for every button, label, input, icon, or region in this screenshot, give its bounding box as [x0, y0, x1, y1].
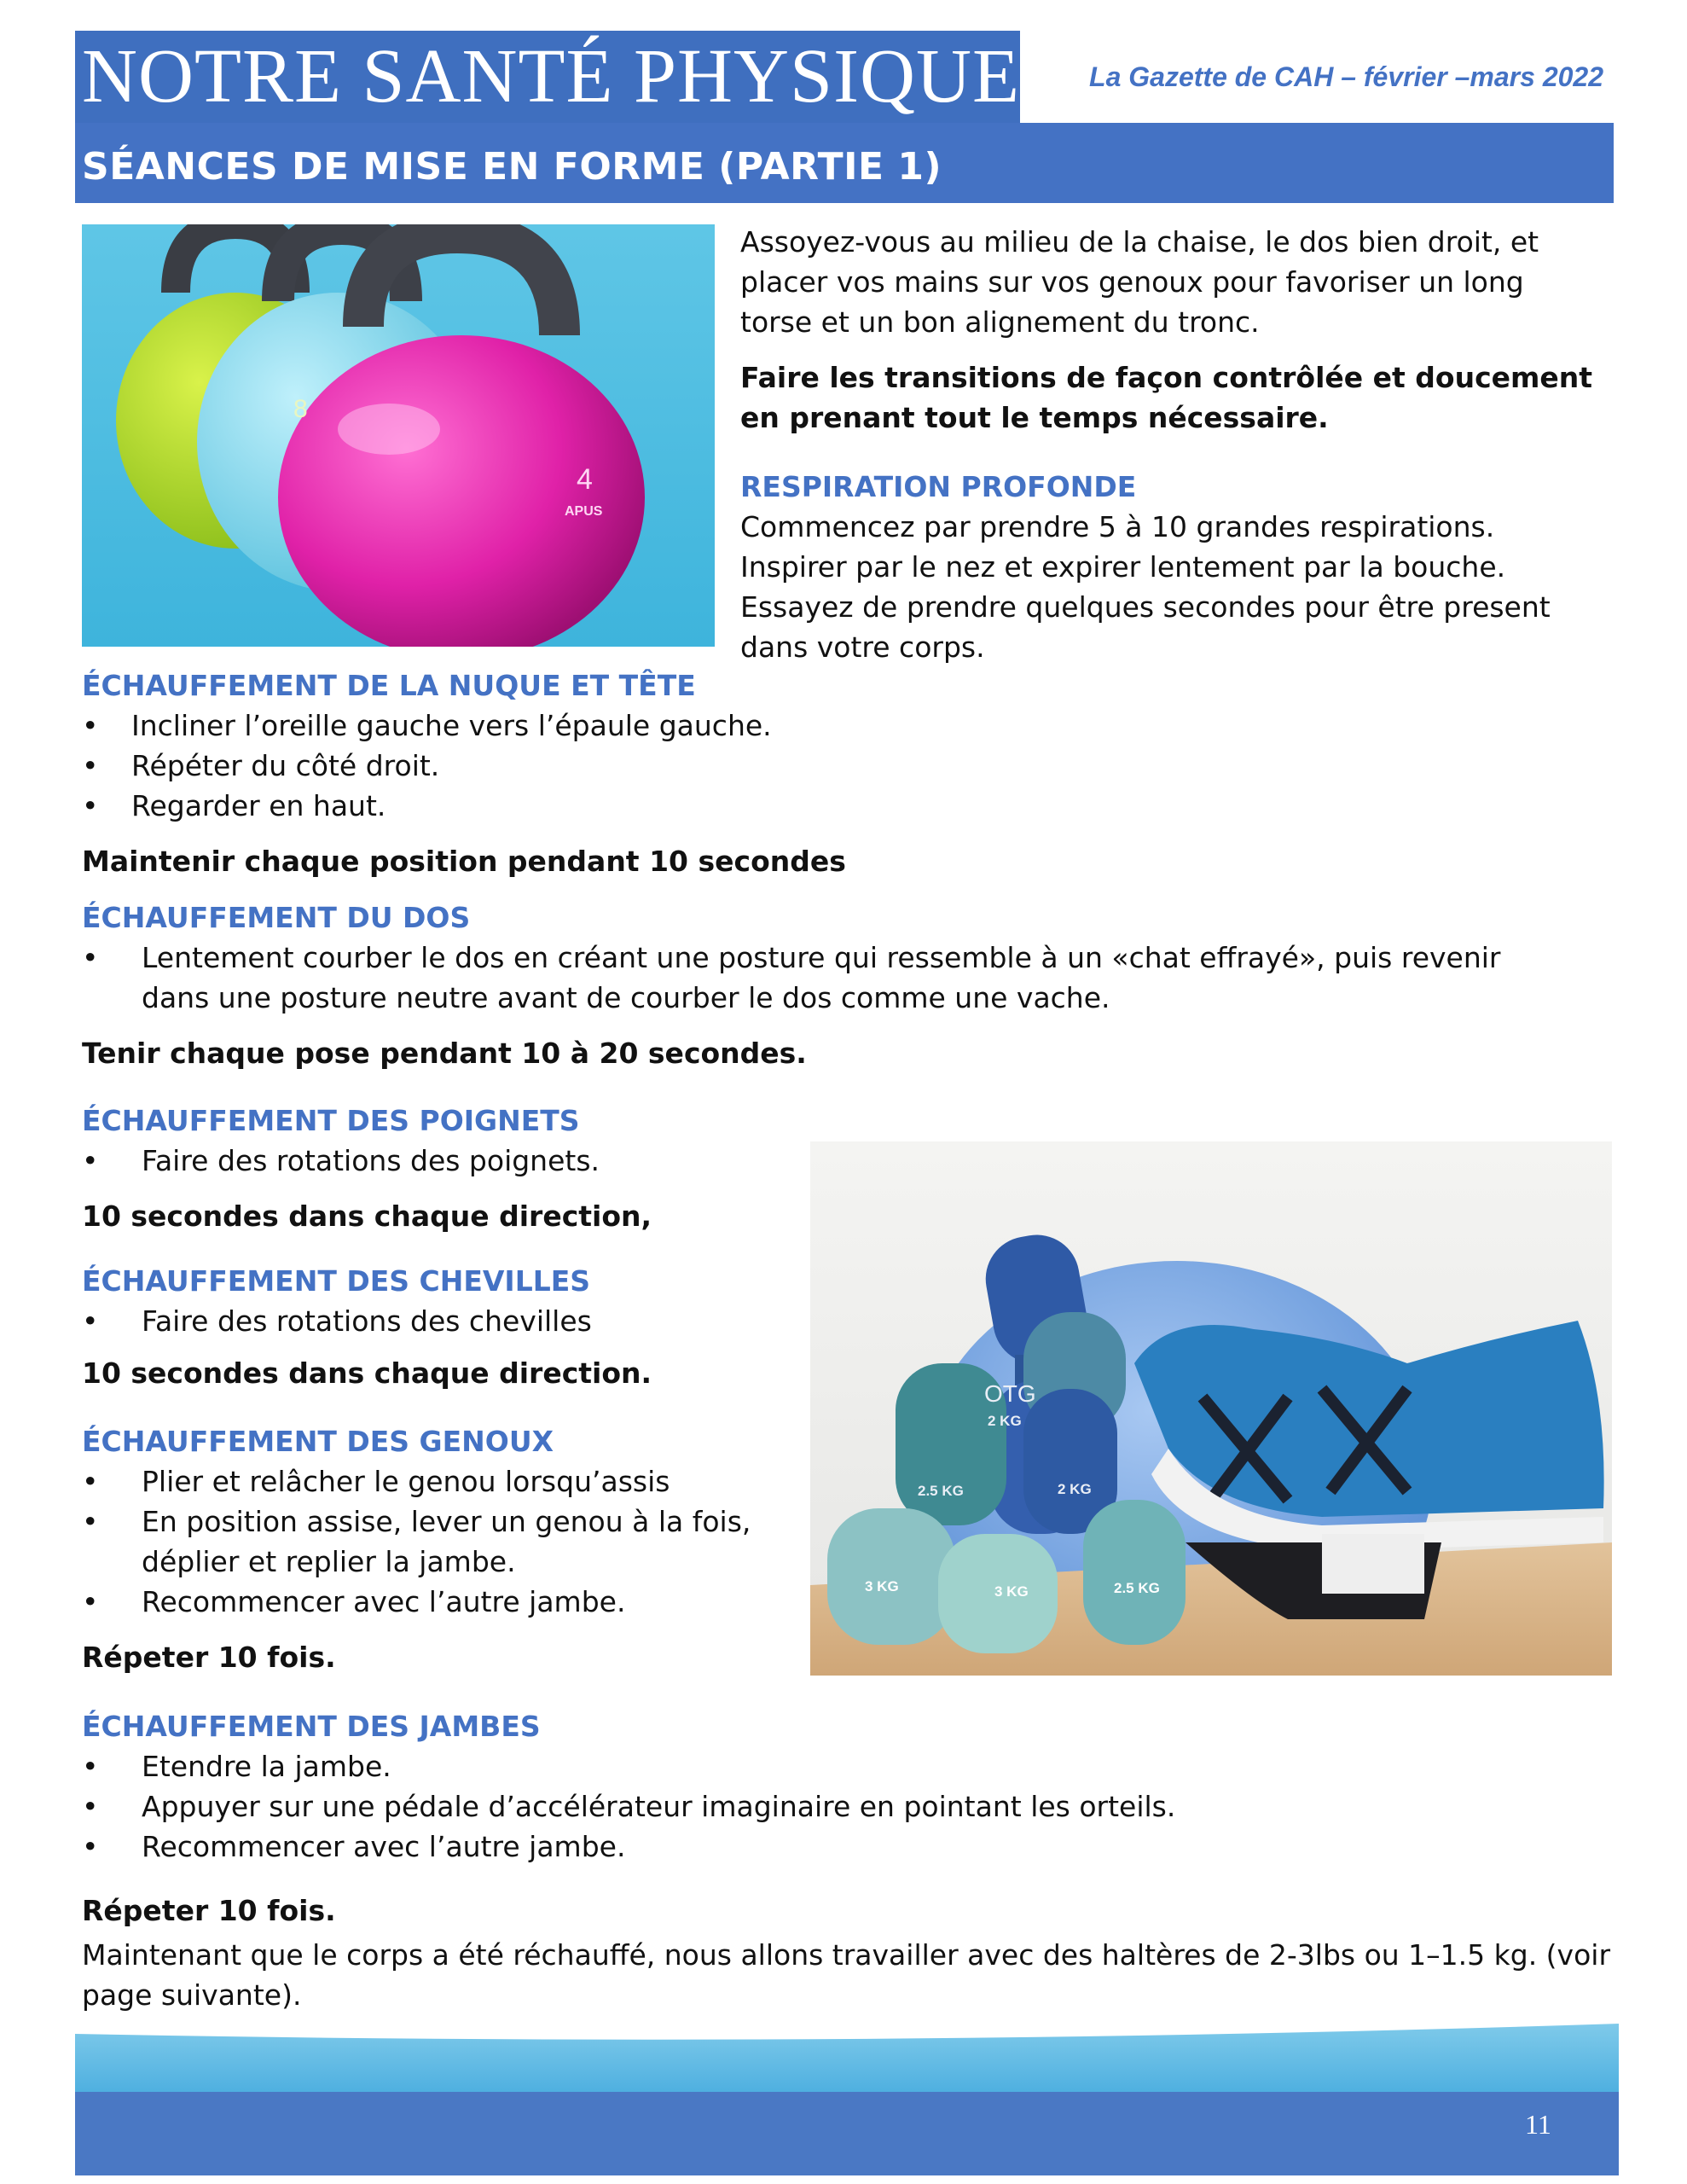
list-item-text: Faire des rotations des poignets.: [142, 1144, 600, 1177]
bullet: •: [82, 941, 99, 974]
dumbbell-weight-label: 3 KG: [865, 1578, 899, 1594]
back-heading: ÉCHAUFFEMENT DU DOS: [82, 901, 471, 934]
list-item: [82, 938, 1549, 1018]
dumbbell-weight-label: 2.5 KG: [918, 1483, 964, 1499]
list-item: [82, 746, 1105, 786]
knees-list: [82, 1461, 756, 1622]
list-item: [82, 706, 1105, 746]
wrists-list: [82, 1141, 781, 1181]
list-item-text: Appuyer sur une pédale d’accélérateur imaginaire en pointant les orteils.: [142, 1790, 1176, 1823]
footer-band: [75, 2092, 1619, 2175]
wrists-note: 10 secondes dans chaque direction,: [82, 1199, 652, 1233]
neck-list: [82, 706, 1105, 826]
dumbbells-and-shoe-photo: [810, 1141, 1612, 1676]
bullet: •: [82, 749, 99, 782]
ankles-section: [82, 1261, 781, 1393]
list-item-text: Plier et relâcher le genou lorsqu’assis: [142, 1465, 670, 1498]
list-item-text: Recommencer avec l’autre jambe.: [142, 1830, 626, 1863]
closing-paragraph: Maintenant que le corps a été réchauffé, nous allons travailler avec des haltères de 2-3lbs ou 1–1.5 kg. (voir page suivante).: [82, 1938, 1611, 2012]
list-item-text: Lentement courber le dos en créant une posture qui ressemble à un «chat effrayé», puis revenir dans une posture neutre avant de courber le dos comme une vache.: [142, 941, 1501, 1014]
footer-wave: [75, 2024, 1619, 2092]
list-item: [82, 1786, 1549, 1827]
kettlebell-weight-label-8: 8: [293, 395, 308, 423]
wrists-section: [82, 1101, 781, 1236]
neck-heading: ÉCHAUFFEMENT DE LA NUQUE ET TÊTE: [82, 669, 696, 702]
intro-bold-note: Faire les transitions de façon contrôlée et doucement en prenant tout le temps nécessaire.: [740, 361, 1593, 434]
bullet: •: [82, 1144, 99, 1177]
knees-heading: ÉCHAUFFEMENT DES GENOUX: [82, 1425, 554, 1458]
neck-note: Maintenir chaque position pendant 10 secondes: [82, 845, 846, 878]
bullet: •: [82, 1830, 99, 1863]
list-item: [82, 786, 1105, 826]
publication-name: La Gazette de CAH – février –mars 2022: [1089, 61, 1603, 92]
subtitle: SÉANCES DE MISE EN FORME (PARTIE 1): [82, 145, 942, 189]
bullet: •: [82, 709, 99, 742]
list-item-text: Recommencer avec l’autre jambe.: [142, 1585, 626, 1618]
list-item-text: Répéter du côté droit.: [131, 749, 440, 782]
kettlebells-photo: [82, 224, 715, 647]
legs-heading: ÉCHAUFFEMENT DES JAMBES: [82, 1710, 541, 1743]
back-list: [82, 938, 1549, 1018]
knees-note: Répeter 10 fois.: [82, 1641, 336, 1674]
list-item: [82, 1141, 781, 1181]
breathing-text: Commencez par prendre 5 à 10 grandes respirations. Inspirer par le nez et expirer lentement par la bouche. Essayez de prendre quelques secondes pour être present dans votre corps.: [740, 510, 1551, 664]
section-title: NOTRE SANTÉ PHYSIQUE: [82, 34, 1020, 119]
page-number: 11: [1525, 2109, 1551, 2140]
list-item: [82, 1502, 756, 1582]
kettlebell-brand: APUS: [565, 504, 603, 519]
neck-section: [82, 665, 1105, 881]
list-item: [82, 1746, 1549, 1786]
list-item-text: En position assise, lever un genou à la fois, déplier et replier la jambe.: [142, 1505, 751, 1578]
dumbbell-weight-label: 2 KG: [1058, 1481, 1092, 1497]
bullet: •: [82, 789, 99, 822]
dumbbell-weight-label: 2 KG: [988, 1413, 1022, 1429]
list-item-text: Regarder en haut.: [131, 789, 386, 822]
ankles-list: [82, 1301, 781, 1341]
bullet: •: [82, 1505, 99, 1538]
kettlebell-weight-label-4: 4: [577, 463, 593, 496]
intro-paragraph: Assoyez-vous au milieu de la chaise, le dos bien droit, et placer vos mains sur vos genoux pour favoriser un long torse et un bon alignement du tronc.: [740, 225, 1539, 339]
knees-section: [82, 1421, 756, 1677]
list-item-text: Incliner l’oreille gauche vers l’épaule gauche.: [131, 709, 772, 742]
dumbbell-brand: OTG: [984, 1380, 1036, 1407]
breathing-heading: RESPIRATION PROFONDE: [740, 470, 1137, 503]
ankles-note: 10 secondes dans chaque direction.: [82, 1356, 652, 1390]
bullet: •: [82, 1585, 99, 1618]
closing-block: [82, 1935, 1617, 2015]
wrists-heading: ÉCHAUFFEMENT DES POIGNETS: [82, 1104, 580, 1137]
legs-section: [82, 1706, 1549, 1931]
intro-block: [740, 222, 1602, 667]
ankles-heading: ÉCHAUFFEMENT DES CHEVILLES: [82, 1264, 591, 1298]
legs-note: Répeter 10 fois.: [82, 1894, 336, 1927]
list-item-text: Etendre la jambe.: [142, 1750, 391, 1783]
back-note: Tenir chaque pose pendant 10 à 20 secondes.: [82, 1037, 807, 1070]
list-item: [82, 1582, 756, 1622]
legs-list: [82, 1746, 1549, 1867]
bullet: •: [82, 1790, 99, 1823]
list-item: [82, 1827, 1549, 1867]
bullet: •: [82, 1465, 99, 1498]
bullet: •: [82, 1304, 99, 1338]
back-section: [82, 897, 1549, 1073]
list-item: [82, 1461, 756, 1502]
list-item: [82, 1301, 781, 1341]
dumbbell-weight-label: 3 KG: [994, 1583, 1029, 1600]
list-item-text: Faire des rotations des chevilles: [142, 1304, 592, 1338]
bullet: •: [82, 1750, 99, 1783]
dumbbell-weight-label: 2.5 KG: [1114, 1580, 1160, 1596]
